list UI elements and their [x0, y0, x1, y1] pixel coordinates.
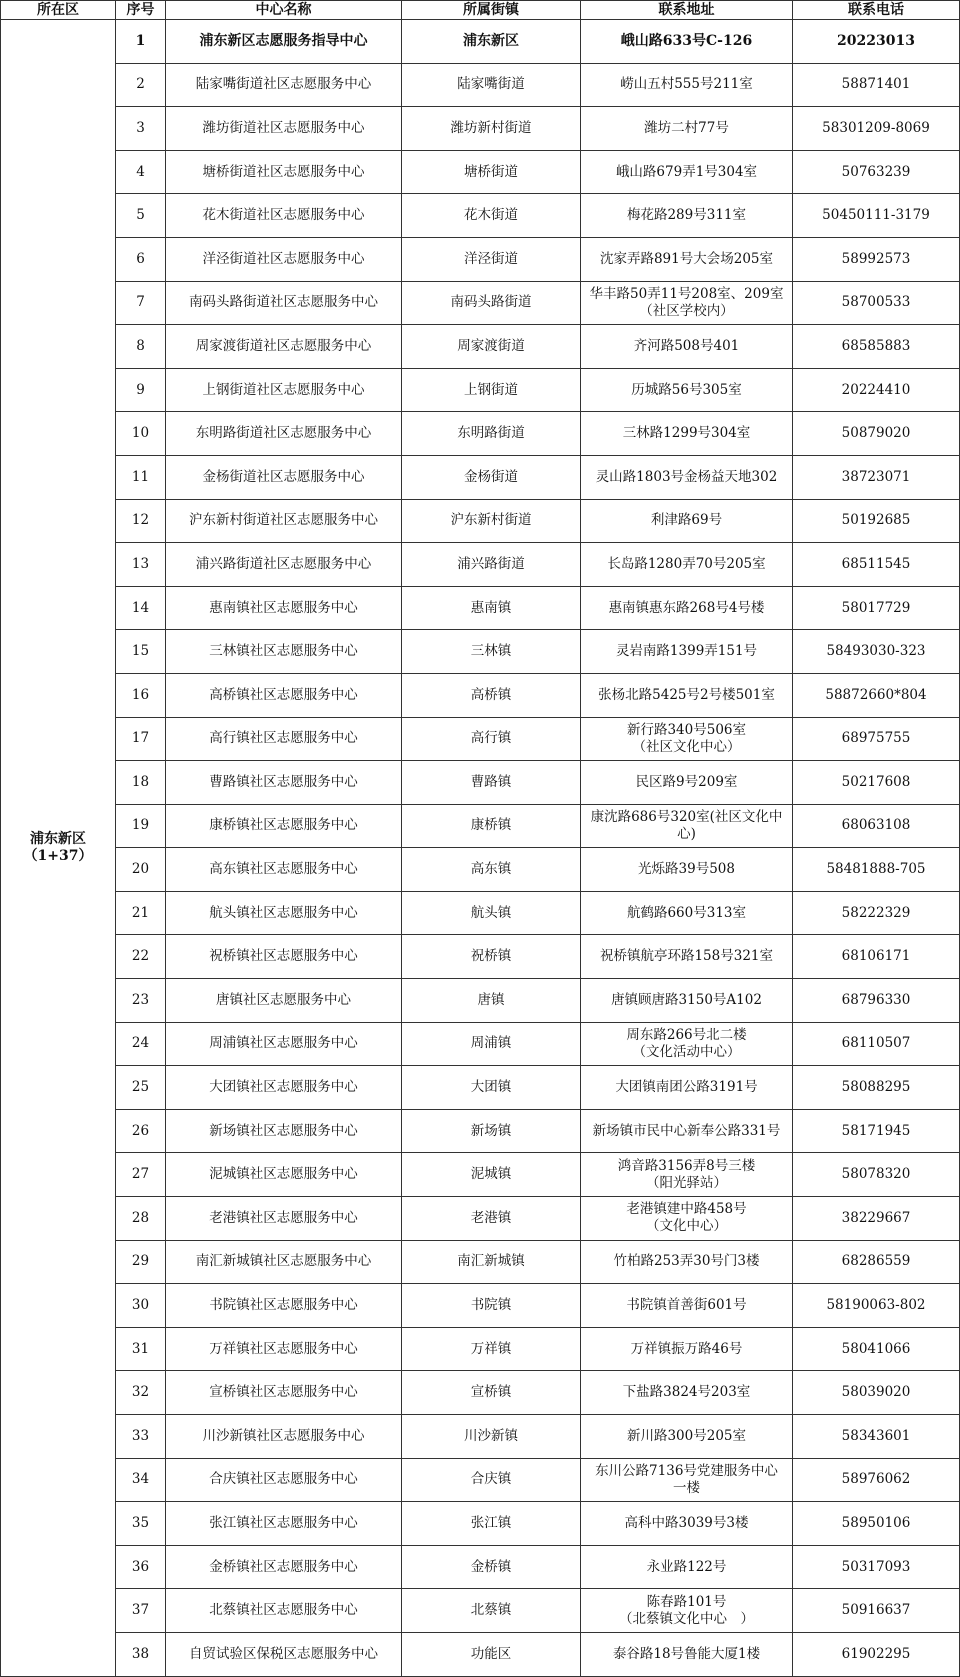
row-number-cell: 27: [116, 1153, 166, 1197]
town-cell: 上钢街道: [402, 368, 581, 412]
center-name-cell: 金杨街道社区志愿服务中心: [166, 455, 402, 499]
address-line: 潍坊二村77号: [644, 119, 729, 136]
row-number-cell: 35: [116, 1502, 166, 1546]
address-line: 齐河路508号401: [633, 337, 740, 354]
row-number-cell: 29: [116, 1240, 166, 1284]
address-line: 书院镇首善街601号: [626, 1297, 747, 1314]
address-cell: [581, 107, 793, 151]
table-row: [1, 891, 960, 935]
town-cell: 浦兴路街道: [402, 543, 581, 587]
town-cell: 功能区: [402, 1632, 581, 1676]
table-row: [1, 630, 960, 674]
town-cell: 合庆镇: [402, 1458, 581, 1502]
row-number-cell: 22: [116, 935, 166, 979]
address-line: （社区文化中心）: [632, 738, 741, 755]
row-number-cell: 21: [116, 891, 166, 935]
phone-cell: 58039020: [793, 1371, 960, 1415]
address-cell: [581, 325, 793, 369]
town-cell: 泥城镇: [402, 1153, 581, 1197]
address-cell: [581, 499, 793, 543]
district-line: （1+37）: [23, 847, 93, 864]
address-cell: [581, 979, 793, 1023]
town-cell: 北蔡镇: [402, 1589, 581, 1633]
table-row: [1, 586, 960, 630]
table-row: [1, 848, 960, 892]
phone-cell: 38723071: [793, 455, 960, 499]
header-phone: 联系电话: [793, 1, 960, 20]
table-row: [1, 412, 960, 456]
table-row: [1, 1022, 960, 1066]
header-row: [1, 1, 960, 20]
address-line: 长岛路1280弄70号205室: [607, 555, 766, 572]
address-cell: [581, 586, 793, 630]
table-row: [1, 1327, 960, 1371]
header-address: 联系地址: [581, 1, 793, 20]
table-row: [1, 1066, 960, 1110]
town-cell: 沪东新村街道: [402, 499, 581, 543]
address-line: （北蔡镇文化中心 ）: [619, 1610, 754, 1627]
address-cell: [581, 761, 793, 805]
address-cell: [581, 1327, 793, 1371]
phone-cell: 58872660*804: [793, 673, 960, 717]
center-name-cell: 康桥镇社区志愿服务中心: [166, 804, 402, 848]
phone-cell: 58078320: [793, 1153, 960, 1197]
center-name-cell: 高东镇社区志愿服务中心: [166, 848, 402, 892]
phone-cell: 68106171: [793, 935, 960, 979]
center-name-cell: 花木街道社区志愿服务中心: [166, 194, 402, 238]
row-number-cell: 9: [116, 368, 166, 412]
address-line: 峨山路679弄1号304室: [615, 163, 758, 180]
row-number-cell: 13: [116, 543, 166, 587]
row-number-cell: 33: [116, 1415, 166, 1459]
row-number-cell: 17: [116, 717, 166, 761]
address-line: 老港镇建中路458号: [626, 1201, 747, 1218]
town-cell: 周浦镇: [402, 1022, 581, 1066]
address-cell: [581, 1197, 793, 1241]
address-line: 张杨北路5425号2号楼501室: [598, 686, 775, 703]
address-line: 周东路266号北二楼: [626, 1026, 747, 1043]
row-number-cell: 20: [116, 848, 166, 892]
row-number-cell: 14: [116, 586, 166, 630]
header-number: 序号: [116, 1, 166, 20]
phone-cell: 58301209-8069: [793, 107, 960, 151]
town-cell: 书院镇: [402, 1284, 581, 1328]
table-row: [1, 1153, 960, 1197]
row-number-cell: 15: [116, 630, 166, 674]
phone-cell: 20223013: [793, 20, 960, 64]
address-line: 历城路56号305室: [631, 381, 742, 398]
town-cell: 唐镇: [402, 979, 581, 1023]
town-cell: 大团镇: [402, 1066, 581, 1110]
row-number-cell: 5: [116, 194, 166, 238]
table-row: [1, 1284, 960, 1328]
address-line: 唐镇顾唐路3150号A102: [611, 991, 762, 1008]
row-number-cell: 2: [116, 63, 166, 107]
address-line: 灵岩南路1399弄151号: [615, 643, 758, 660]
center-name-cell: 陆家嘴街道社区志愿服务中心: [166, 63, 402, 107]
row-number-cell: 32: [116, 1371, 166, 1415]
header-district: 所在区: [1, 1, 116, 20]
row-number-cell: 23: [116, 979, 166, 1023]
phone-cell: 38229667: [793, 1197, 960, 1241]
address-line: 大团镇南团公路3191号: [615, 1079, 758, 1096]
town-cell: 川沙新镇: [402, 1415, 581, 1459]
town-cell: 张江镇: [402, 1502, 581, 1546]
address-line: 鸿音路3156弄8号三楼: [617, 1157, 756, 1174]
center-name-cell: 川沙新镇社区志愿服务中心: [166, 1415, 402, 1459]
phone-cell: 68511545: [793, 543, 960, 587]
town-cell: 浦东新区: [402, 20, 581, 64]
row-number-cell: 3: [116, 107, 166, 151]
address-cell: [581, 150, 793, 194]
phone-cell: 58171945: [793, 1109, 960, 1153]
phone-cell: 58700533: [793, 281, 960, 325]
address-cell: [581, 848, 793, 892]
phone-cell: 68110507: [793, 1022, 960, 1066]
center-name-cell: 自贸试验区保税区志愿服务中心: [166, 1632, 402, 1676]
table-row: [1, 543, 960, 587]
row-number-cell: 1: [116, 20, 166, 64]
address-cell: [581, 1022, 793, 1066]
center-name-cell: 书院镇社区志愿服务中心: [166, 1284, 402, 1328]
center-name-cell: 浦东新区志愿服务指导中心: [166, 20, 402, 64]
row-number-cell: 19: [116, 804, 166, 848]
district-cell: [1, 20, 116, 1677]
address-cell: [581, 543, 793, 587]
center-name-cell: 新场镇社区志愿服务中心: [166, 1109, 402, 1153]
center-name-cell: 塘桥街道社区志愿服务中心: [166, 150, 402, 194]
center-name-cell: 老港镇社区志愿服务中心: [166, 1197, 402, 1241]
address-cell: [581, 1589, 793, 1633]
center-name-cell: 唐镇社区志愿服务中心: [166, 979, 402, 1023]
address-line: 三林路1299号304室: [622, 425, 751, 442]
address-cell: [581, 237, 793, 281]
center-name-cell: 万祥镇社区志愿服务中心: [166, 1327, 402, 1371]
table-row: [1, 455, 960, 499]
address-line: 新场镇市民中心新奉公路331号: [592, 1122, 781, 1139]
town-cell: 宣桥镇: [402, 1371, 581, 1415]
address-line: 祝桥镇航亭环路158号321室: [599, 948, 774, 965]
center-name-cell: 潍坊街道社区志愿服务中心: [166, 107, 402, 151]
phone-cell: 20224410: [793, 368, 960, 412]
table-row: [1, 325, 960, 369]
town-cell: 南码头路街道: [402, 281, 581, 325]
center-name-cell: 周家渡街道社区志愿服务中心: [166, 325, 402, 369]
address-cell: [581, 1415, 793, 1459]
address-cell: [581, 1502, 793, 1546]
phone-cell: 68796330: [793, 979, 960, 1023]
town-cell: 老港镇: [402, 1197, 581, 1241]
center-name-cell: 北蔡镇社区志愿服务中心: [166, 1589, 402, 1633]
phone-cell: 58976062: [793, 1458, 960, 1502]
center-name-cell: 宣桥镇社区志愿服务中心: [166, 1371, 402, 1415]
row-number-cell: 8: [116, 325, 166, 369]
row-number-cell: 6: [116, 237, 166, 281]
phone-cell: 50317093: [793, 1545, 960, 1589]
table-row: [1, 1458, 960, 1502]
address-line: 崂山五村555号211室: [620, 76, 753, 93]
district-line: 浦东新区: [30, 830, 86, 847]
header-center-name: 中心名称: [166, 1, 402, 20]
address-cell: [581, 1284, 793, 1328]
table-row: [1, 1545, 960, 1589]
phone-cell: 50217608: [793, 761, 960, 805]
address-line: 康沈路686号320室(社区文化中: [590, 808, 783, 825]
center-name-cell: 航头镇社区志愿服务中心: [166, 891, 402, 935]
town-cell: 万祥镇: [402, 1327, 581, 1371]
address-cell: [581, 368, 793, 412]
town-cell: 三林镇: [402, 630, 581, 674]
address-line: （文化中心）: [646, 1218, 727, 1235]
address-line: 一楼: [673, 1479, 700, 1496]
town-cell: 康桥镇: [402, 804, 581, 848]
address-cell: [581, 281, 793, 325]
address-cell: [581, 630, 793, 674]
row-number-cell: 7: [116, 281, 166, 325]
phone-cell: 58992573: [793, 237, 960, 281]
address-line: 下盐路3824号203室: [622, 1384, 751, 1401]
phone-cell: 68063108: [793, 804, 960, 848]
address-line: 新川路300号205室: [626, 1427, 747, 1444]
table-row: [1, 237, 960, 281]
town-cell: 金杨街道: [402, 455, 581, 499]
town-cell: 潍坊新村街道: [402, 107, 581, 151]
address-line: 心): [677, 825, 696, 842]
row-number-cell: 28: [116, 1197, 166, 1241]
town-cell: 周家渡街道: [402, 325, 581, 369]
town-cell: 东明路街道: [402, 412, 581, 456]
center-name-cell: 高桥镇社区志愿服务中心: [166, 673, 402, 717]
address-cell: [581, 891, 793, 935]
row-number-cell: 26: [116, 1109, 166, 1153]
address-cell: [581, 412, 793, 456]
center-name-cell: 祝桥镇社区志愿服务中心: [166, 935, 402, 979]
town-cell: 航头镇: [402, 891, 581, 935]
center-name-cell: 上钢街道社区志愿服务中心: [166, 368, 402, 412]
address-cell: [581, 1545, 793, 1589]
address-cell: [581, 673, 793, 717]
town-cell: 南汇新城镇: [402, 1240, 581, 1284]
phone-cell: 58950106: [793, 1502, 960, 1546]
address-line: 万祥镇振万路46号: [630, 1340, 743, 1357]
phone-cell: 68975755: [793, 717, 960, 761]
row-number-cell: 37: [116, 1589, 166, 1633]
table-row: [1, 150, 960, 194]
phone-cell: 58871401: [793, 63, 960, 107]
address-cell: [581, 194, 793, 238]
table-row: [1, 107, 960, 151]
table-row: [1, 1240, 960, 1284]
phone-cell: 58190063-802: [793, 1284, 960, 1328]
town-cell: 祝桥镇: [402, 935, 581, 979]
table-row: [1, 194, 960, 238]
table-row: [1, 717, 960, 761]
address-line: 民区路9号209室: [635, 773, 738, 790]
address-cell: [581, 1371, 793, 1415]
table-row: [1, 63, 960, 107]
phone-cell: 50916637: [793, 1589, 960, 1633]
center-name-cell: 洋泾街道社区志愿服务中心: [166, 237, 402, 281]
center-name-cell: 金桥镇社区志愿服务中心: [166, 1545, 402, 1589]
town-cell: 陆家嘴街道: [402, 63, 581, 107]
address-cell: [581, 1458, 793, 1502]
center-name-cell: 南码头路街道社区志愿服务中心: [166, 281, 402, 325]
town-cell: 高桥镇: [402, 673, 581, 717]
center-name-cell: 泥城镇社区志愿服务中心: [166, 1153, 402, 1197]
table-row: [1, 1415, 960, 1459]
row-number-cell: 12: [116, 499, 166, 543]
address-line: 梅花路289号311室: [626, 207, 747, 224]
address-cell: [581, 63, 793, 107]
phone-cell: 58017729: [793, 586, 960, 630]
address-line: 高科中路3039号3楼: [624, 1514, 749, 1531]
center-name-cell: 惠南镇社区志愿服务中心: [166, 586, 402, 630]
address-line: （文化活动中心）: [632, 1043, 741, 1060]
center-name-cell: 周浦镇社区志愿服务中心: [166, 1022, 402, 1066]
table-row: [1, 1502, 960, 1546]
table-row: [1, 499, 960, 543]
address-cell: [581, 935, 793, 979]
address-cell: [581, 1153, 793, 1197]
town-cell: 新场镇: [402, 1109, 581, 1153]
phone-cell: 68585883: [793, 325, 960, 369]
row-number-cell: 30: [116, 1284, 166, 1328]
town-cell: 塘桥街道: [402, 150, 581, 194]
table-row: [1, 20, 960, 64]
row-number-cell: 11: [116, 455, 166, 499]
center-name-cell: 高行镇社区志愿服务中心: [166, 717, 402, 761]
address-line: 永业路122号: [646, 1558, 727, 1575]
address-line: 东川公路7136号党建服务中心: [595, 1462, 778, 1479]
address-cell: [581, 1240, 793, 1284]
row-number-cell: 4: [116, 150, 166, 194]
center-name-cell: 南汇新城镇社区志愿服务中心: [166, 1240, 402, 1284]
address-line: （阳光驿站）: [646, 1174, 727, 1191]
center-name-cell: 张江镇社区志愿服务中心: [166, 1502, 402, 1546]
row-number-cell: 10: [116, 412, 166, 456]
row-number-cell: 18: [116, 761, 166, 805]
address-line: 泰谷路18号鲁能大厦1楼: [612, 1645, 761, 1662]
table-row: [1, 368, 960, 412]
phone-cell: 58041066: [793, 1327, 960, 1371]
phone-cell: 50763239: [793, 150, 960, 194]
phone-cell: 58493030-323: [793, 630, 960, 674]
center-name-cell: 东明路街道社区志愿服务中心: [166, 412, 402, 456]
address-line: 竹柏路253弄30号门3楼: [613, 1253, 760, 1270]
header-town: 所属街镇: [402, 1, 581, 20]
address-cell: [581, 455, 793, 499]
phone-cell: 68286559: [793, 1240, 960, 1284]
phone-cell: 50450111-3179: [793, 194, 960, 238]
row-number-cell: 36: [116, 1545, 166, 1589]
address-cell: [581, 804, 793, 848]
town-cell: 高东镇: [402, 848, 581, 892]
center-name-cell: 浦兴路街道社区志愿服务中心: [166, 543, 402, 587]
table-row: [1, 1632, 960, 1676]
address-line: 利津路69号: [650, 512, 723, 529]
address-line: 惠南镇惠东路268号4号楼: [608, 599, 765, 616]
address-cell: [581, 20, 793, 64]
phone-cell: 50879020: [793, 412, 960, 456]
address-line: 灵山路1803号金杨益天地302: [595, 468, 778, 485]
phone-cell: 58222329: [793, 891, 960, 935]
table-row: [1, 1371, 960, 1415]
phone-cell: 58088295: [793, 1066, 960, 1110]
row-number-cell: 24: [116, 1022, 166, 1066]
town-cell: 金桥镇: [402, 1545, 581, 1589]
center-name-cell: 曹路镇社区志愿服务中心: [166, 761, 402, 805]
center-name-cell: 沪东新村街道社区志愿服务中心: [166, 499, 402, 543]
address-cell: [581, 1109, 793, 1153]
table-row: [1, 761, 960, 805]
center-name-cell: 三林镇社区志愿服务中心: [166, 630, 402, 674]
row-number-cell: 25: [116, 1066, 166, 1110]
address-line: 航鹤路660号313室: [626, 904, 747, 921]
table-row: [1, 935, 960, 979]
address-cell: [581, 1632, 793, 1676]
table-row: [1, 1197, 960, 1241]
table-row: [1, 673, 960, 717]
phone-cell: 61902295: [793, 1632, 960, 1676]
address-line: 华丰路50弄11号208室、209室: [589, 285, 784, 302]
row-number-cell: 38: [116, 1632, 166, 1676]
center-name-cell: 大团镇社区志愿服务中心: [166, 1066, 402, 1110]
phone-cell: 58343601: [793, 1415, 960, 1459]
address-line: 光烁路39号508: [638, 861, 735, 878]
table-row: [1, 979, 960, 1023]
address-line: 新行路340号506室: [626, 721, 747, 738]
row-number-cell: 34: [116, 1458, 166, 1502]
address-line: （社区学校内）: [639, 302, 734, 319]
phone-cell: 58481888-705: [793, 848, 960, 892]
center-name-cell: 合庆镇社区志愿服务中心: [166, 1458, 402, 1502]
table-row: [1, 281, 960, 325]
table-row: [1, 1589, 960, 1633]
town-cell: 惠南镇: [402, 586, 581, 630]
table-row: [1, 804, 960, 848]
table-row: [1, 1109, 960, 1153]
table-body: [1, 20, 960, 1677]
address-line: 沈家弄路891号大会场205室: [599, 250, 774, 267]
town-cell: 洋泾街道: [402, 237, 581, 281]
phone-cell: 50192685: [793, 499, 960, 543]
row-number-cell: 16: [116, 673, 166, 717]
address-cell: [581, 717, 793, 761]
address-line: 陈春路101号: [646, 1593, 727, 1610]
address-cell: [581, 1066, 793, 1110]
address-line: 峨山路633号C-126: [620, 32, 753, 49]
row-number-cell: 31: [116, 1327, 166, 1371]
town-cell: 曹路镇: [402, 761, 581, 805]
town-cell: 花木街道: [402, 194, 581, 238]
town-cell: 高行镇: [402, 717, 581, 761]
